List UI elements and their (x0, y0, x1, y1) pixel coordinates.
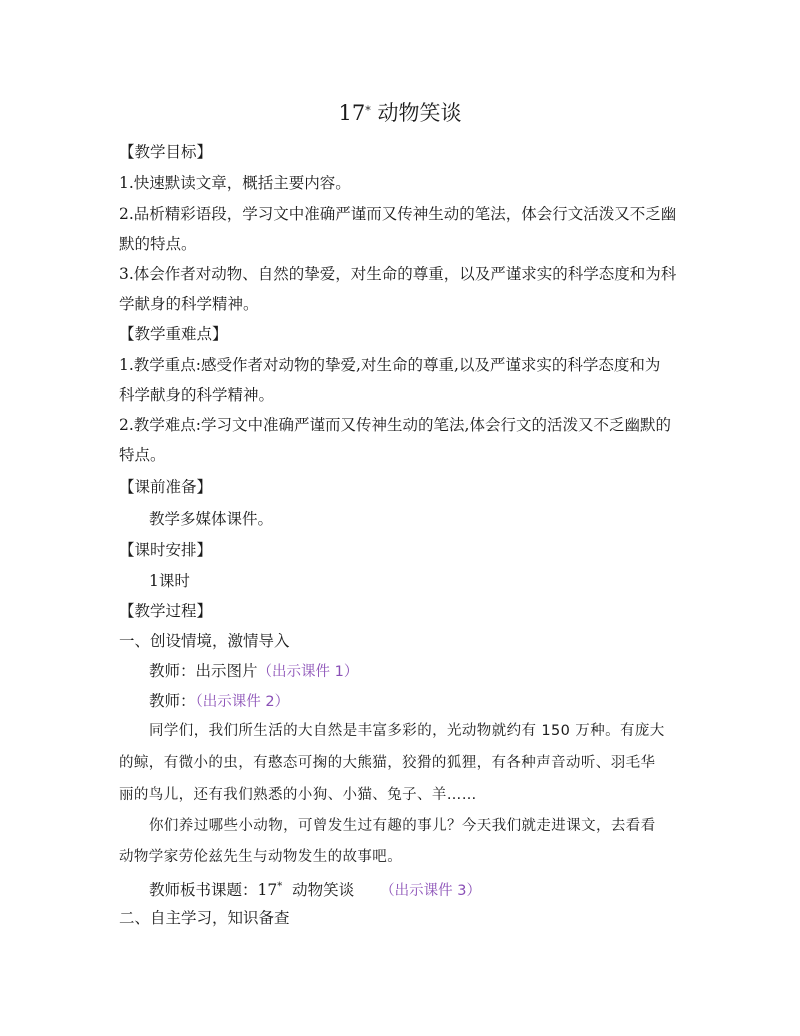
para-2-line1: 你们养过哪些小动物，可曾发生过有趣的事儿？今天我们就走进课文，去看看 (149, 818, 656, 834)
para-1-line3: 丽的鸟儿，还有我们熟悉的小狗、小猫、兔子、羊…… (119, 787, 477, 803)
key-1-line1: 1.教学重点:感受作者对动物的挚爱,对生命的尊重,以及严谨求实的科学态度和为 (119, 356, 661, 374)
teacher-line-3-text: 教师板书课题：17 (149, 881, 278, 900)
section-2-heading: 二、自主学习，知识备查 (119, 909, 290, 927)
section-1-heading: 一、创设情境，激情导入 (119, 632, 290, 650)
teacher-line-2-text: 教师： (149, 692, 196, 710)
slide-2-link[interactable]: （出示课件 2） (195, 694, 290, 710)
para-2-line2: 动物学家劳伦兹先生与动物发生的故事吧。 (119, 849, 403, 865)
page-title (0, 98, 800, 128)
teacher-line-1-text: 教师：出示图片 (149, 662, 258, 680)
para-1-line2: 的鲸，有微小的虫，有憨态可掬的大熊猫，狡猾的狐狸，有各种声音动听、羽毛华 (119, 755, 656, 771)
slide-3-link[interactable]: （出示课件 3） (380, 883, 481, 900)
goal-3-line1: 3.体会作者对动物、自然的挚爱，对生命的尊重，以及严谨求实的科学态度和为科 (119, 265, 677, 283)
heading-key-points: 【教学重难点】 (119, 325, 228, 343)
teacher-line-3-star: * (277, 881, 283, 892)
title-text: 动物笑谈 (377, 101, 462, 125)
teacher-line-2 (149, 690, 289, 713)
key-2-line1: 2.教学难点:学习文中准确严谨而又传神生动的笔法,体会行文的活泼又不乏幽默的 (119, 416, 671, 434)
para-1-line1: 同学们，我们所生活的大自然是丰富多彩的，光动物就约有 150 万种。有庞大 (149, 723, 665, 739)
title-star: * (365, 104, 371, 117)
heading-schedule: 【课时安排】 (119, 541, 213, 559)
teacher-line-3 (149, 876, 481, 902)
heading-prep: 【课前准备】 (119, 478, 213, 496)
goal-1: 1.快速默读文章，概括主要内容。 (119, 174, 351, 192)
goal-2-line2: 默的特点。 (119, 235, 197, 253)
title-number: 17 (338, 101, 366, 125)
key-2-line2: 特点。 (119, 446, 166, 464)
goal-2-line1: 2.品析精彩语段，学习文中准确严谨而又传神生动的笔法，体会行文活泼又不乏幽 (119, 205, 677, 223)
teacher-line-3-title: 动物笑谈 (292, 881, 355, 900)
goal-3-line2: 学献身的科学精神。 (119, 295, 259, 313)
heading-goals: 【教学目标】 (119, 143, 213, 161)
slide-1-link[interactable]: （出示课件 1） (257, 664, 359, 680)
schedule-text: 1课时 (149, 572, 190, 590)
prep-text: 教学多媒体课件。 (149, 510, 274, 528)
key-1-line2: 科学献身的科学精神。 (119, 386, 275, 404)
heading-process: 【教学过程】 (119, 602, 213, 620)
teacher-line-1 (149, 660, 358, 683)
